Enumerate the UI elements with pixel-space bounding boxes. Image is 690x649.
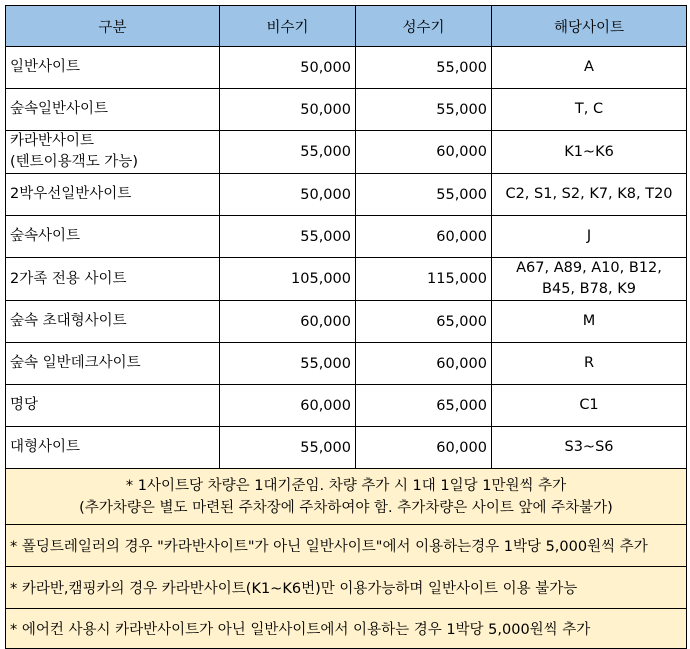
- sites-line: A: [584, 59, 594, 75]
- cell-sites: [492, 89, 687, 131]
- note-row: [6, 469, 687, 525]
- table-row: [6, 216, 687, 258]
- category-line: 숲속일반사이트: [10, 101, 109, 117]
- table-row: [6, 301, 687, 343]
- cell-category: [6, 89, 220, 131]
- cell-off-season: 55,000: [220, 343, 356, 385]
- cell-peak-season: 60,000: [356, 343, 492, 385]
- cell-peak-season: 55,000: [356, 174, 492, 216]
- cell-peak-season: 65,000: [356, 385, 492, 427]
- note-folding-trailer: * 폴딩트레일러의 경우 "카라반사이트"가 아닌 일반사이트"에서 이용하는경우 1박당 5,000원씩 추가: [6, 525, 687, 567]
- cell-peak-season: 65,000: [356, 301, 492, 343]
- cell-off-season: 50,000: [220, 174, 356, 216]
- cell-sites: [492, 131, 687, 174]
- cell-peak-season: 60,000: [356, 427, 492, 469]
- header-off-season: 비수기: [220, 6, 356, 47]
- cell-sites: [492, 216, 687, 258]
- table-row: [6, 131, 687, 174]
- cell-peak-season: 115,000: [356, 258, 492, 301]
- header-row: [6, 6, 687, 47]
- sites-line: M: [582, 313, 596, 329]
- category-line: 숲속사이트: [10, 228, 81, 244]
- sites-line: S3~S6: [564, 439, 614, 455]
- sites-line: B45, B78, K9: [542, 281, 636, 297]
- cell-off-season: 50,000: [220, 89, 356, 131]
- cell-category: [6, 258, 220, 301]
- sites-line: K1~K6: [564, 143, 614, 160]
- sites-line: R: [583, 355, 595, 371]
- cell-off-season: 50,000: [220, 47, 356, 89]
- cell-peak-season: 55,000: [356, 47, 492, 89]
- cell-sites: [492, 343, 687, 385]
- header-peak-season: 성수기: [356, 6, 492, 47]
- category-line: 숲속 초대형사이트: [10, 313, 127, 329]
- cell-off-season: 105,000: [220, 258, 356, 301]
- header-category: 구분: [6, 6, 220, 47]
- sites-line: J: [586, 228, 592, 244]
- cell-peak-season: 60,000: [356, 216, 492, 258]
- table-row: [6, 385, 687, 427]
- note-row: [6, 567, 687, 609]
- note-row: [6, 525, 687, 567]
- cell-peak-season: 55,000: [356, 89, 492, 131]
- table-row: [6, 89, 687, 131]
- cell-off-season: 60,000: [220, 385, 356, 427]
- note-vehicle-line1: * 1사이트당 차량은 1대기준임. 차량 추가 시 1대 1일당 1만원씩 추가: [125, 477, 567, 494]
- sites-line: A67, A89, A10, B12,: [516, 260, 662, 276]
- header-sites: 해당사이트: [492, 6, 687, 47]
- category-line: 대형사이트: [10, 439, 81, 455]
- note-vehicle: [6, 469, 687, 525]
- table-row: [6, 343, 687, 385]
- cell-off-season: 55,000: [220, 131, 356, 174]
- cell-category: [6, 47, 220, 89]
- cell-sites: [492, 258, 687, 301]
- note-vehicle-line2: (추가차량은 별도 마련된 주차장에 주차하여야 함. 추가차량은 사이트 앞에 주차불가): [79, 499, 613, 516]
- cell-sites: [492, 427, 687, 469]
- table-row: [6, 258, 687, 301]
- category-line: 명당: [10, 397, 39, 413]
- cell-category: [6, 427, 220, 469]
- table-row: [6, 47, 687, 89]
- cell-off-season: 55,000: [220, 216, 356, 258]
- category-line: 2박우선일반사이트: [10, 186, 132, 202]
- cell-category: [6, 301, 220, 343]
- cell-sites: [492, 385, 687, 427]
- cell-category: [6, 174, 220, 216]
- note-aircon: * 에어컨 사용시 카라반사이트가 아닌 일반사이트에서 이용하는 경우 1박당 5,000원씩 추가: [6, 609, 687, 649]
- cell-category: [6, 131, 220, 174]
- cell-sites: [492, 301, 687, 343]
- category-line: 2가족 전용 사이트: [10, 270, 127, 287]
- price-table: [5, 5, 687, 649]
- category-line: (텐트이용객도 가능): [10, 154, 138, 170]
- category-line: 일반사이트: [10, 59, 81, 75]
- sites-line: C1: [579, 397, 599, 413]
- category-line: 숲속 일반데크사이트: [10, 355, 141, 371]
- table-row: [6, 174, 687, 216]
- cell-off-season: 55,000: [220, 427, 356, 469]
- cell-sites: [492, 47, 687, 89]
- category-line: 카라반사이트: [10, 133, 95, 149]
- cell-off-season: 60,000: [220, 301, 356, 343]
- cell-category: [6, 343, 220, 385]
- cell-peak-season: 60,000: [356, 131, 492, 174]
- note-row: [6, 609, 687, 649]
- note-caravan: * 카라반,캠핑카의 경우 카라반사이트(K1~K6번)만 이용가능하며 일반사이트 이용 불가능: [6, 567, 687, 609]
- sites-line: T, C: [574, 101, 604, 117]
- cell-category: [6, 216, 220, 258]
- sites-line: C2, S1, S2, K7, K8, T20: [505, 186, 673, 202]
- cell-sites: [492, 174, 687, 216]
- cell-category: [6, 385, 220, 427]
- table-row: [6, 427, 687, 469]
